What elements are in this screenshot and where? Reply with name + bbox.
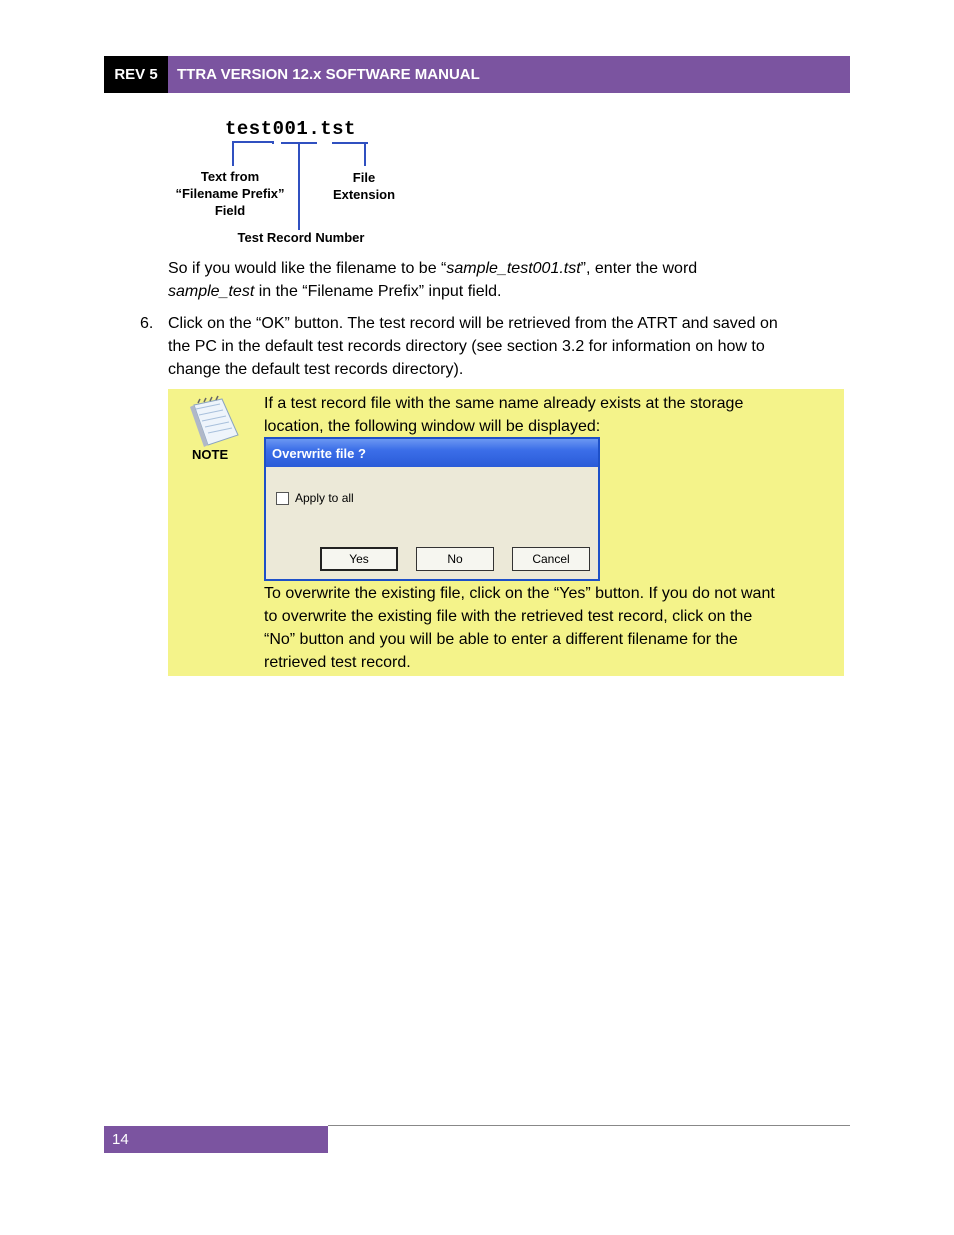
filename-explanation-paragraph <box>168 257 848 303</box>
paragraph-line-1: So if you would like the filename to be “sample_test001.tst”, enter the word <box>168 260 698 277</box>
apply-to-all-checkbox[interactable] <box>276 491 354 505</box>
label-ext-line-1: File <box>352 170 376 185</box>
step-number: 6. <box>140 315 154 332</box>
cancel-button[interactable]: Cancel <box>512 547 590 571</box>
checkbox-label: Apply to all <box>295 491 354 505</box>
diagram-label-extension <box>324 169 404 203</box>
label-prefix-line-2: “Filename Prefix” <box>175 186 285 201</box>
note-box <box>168 389 844 676</box>
dialog-title: Overwrite file ? <box>266 439 598 467</box>
footer-divider <box>328 1125 850 1126</box>
page-header <box>104 56 850 93</box>
diagram-label-record-number: Test Record Number <box>237 230 365 245</box>
overwrite-file-dialog <box>264 437 600 581</box>
revision-label: REV 5 <box>104 56 168 93</box>
yes-button[interactable]: Yes <box>320 547 398 571</box>
note-text-instructions: To overwrite the existing file, click on the “Yes” button. If you do not want to overwrite the existing file with the retrieved test record, click on the “No” button and you will be able to enter a different filename for the retrieved test record. <box>264 585 775 671</box>
page-number: 14 <box>104 1126 328 1153</box>
checkbox-box[interactable] <box>276 492 289 505</box>
diagram-label-prefix <box>160 168 300 219</box>
note-label: NOTE <box>192 447 229 462</box>
notepad-icon <box>184 395 240 447</box>
note-text-intro: If a test record file with the same name already exists at the storage location, the following window will be displayed: <box>264 395 744 435</box>
label-prefix-line-3: Field <box>214 203 246 218</box>
no-button[interactable]: No <box>416 547 494 571</box>
filename-diagram <box>160 112 420 252</box>
manual-title: TTRA VERSION 12.x SOFTWARE MANUAL <box>168 56 850 93</box>
paragraph-line-2: sample_test in the “Filename Prefix” input field. <box>168 283 502 300</box>
label-ext-line-2: Extension <box>332 187 396 202</box>
diagram-filename: test001.tst <box>225 118 356 140</box>
label-prefix-line-1: Text from <box>200 169 260 184</box>
step-6-text: Click on the “OK” button. The test record will be retrieved from the ATRT and saved on the PC in the default test records directory (see section 3.2 for information on how to change the default test records directory). <box>168 315 778 378</box>
